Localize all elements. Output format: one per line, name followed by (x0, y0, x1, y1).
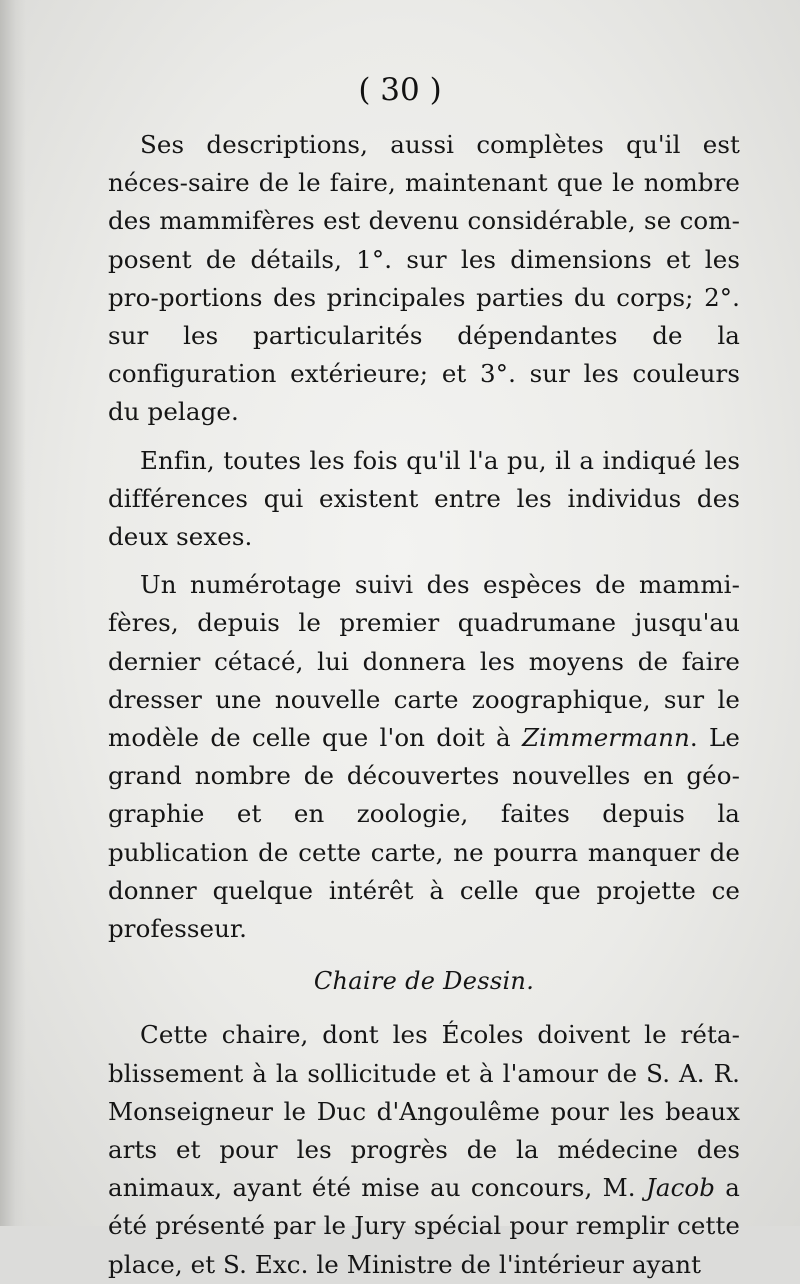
page-gutter-shadow (0, 0, 26, 1226)
paragraph-text: . Le grand nombre de découvertes nouvelles en géo-graphie et en zoologie, faites depuis la publication de cette carte, ne pourra manquer de donner quelque intérêt à celle que projette ce professeur. (108, 723, 740, 944)
person-name: Jacob (645, 1173, 716, 1203)
paragraph-text: Cette chaire, dont les Écoles doivent le réta-blissement à la sollicitude et à l'amour de S. A. R. Monseigneur le Duc d'Angoulême pour les beaux arts et pour les progrès de la médecine des animaux, ayant été mise au concours, M. (108, 1020, 740, 1203)
paragraph-text: a été présenté par le Jury spécial pour remplir cette place, et S. Exc. le Ministre de l'intérieur ayant (108, 1173, 740, 1279)
body-text (108, 126, 740, 1284)
author-name: Zimmermann (521, 723, 690, 753)
paragraph-sexes: Enfin, toutes les fois qu'il l'a pu, il a indiqué les différences qui existent entre les individus des deux sexes. (108, 445, 740, 552)
page-number: ( 30 ) (358, 72, 442, 108)
paragraph-carte-zoographique (108, 566, 740, 948)
paragraph-descriptions: Ses descriptions, aussi complètes qu'il est néces-saire de le faire, maintenant que le nombre des mammifères est devenu considérable, se com-posent de détails, 1°. sur les dimensions et les pro-portions des principales parties du corps; 2°. sur les particularités dépendantes de la configuration extérieure; et 3°. sur les couleurs du pelage. (108, 130, 740, 427)
paragraph-chaire-dessin (108, 1016, 740, 1283)
paragraph-text: Un numérotage suivi des espèces de mammi-fères, depuis le premier quadrumane jusqu'au dernier cétacé, lui donnera les moyens de faire dresser une nouvelle carte zoographique, sur le modèle de celle que l'on doit à (108, 570, 740, 753)
section-heading: Chaire de Dessin. (313, 967, 535, 996)
